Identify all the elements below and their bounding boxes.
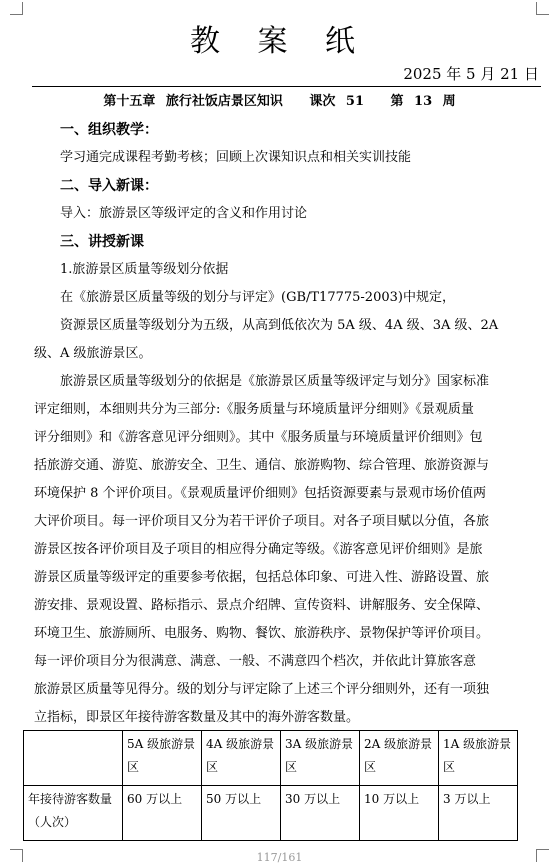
body-line: 环境卫生、旅游厕所、电服务、购物、餐饮、旅游秩序、景物保护等评价项目。 xyxy=(34,626,490,641)
body-line: 每一评价项目分为很满意、满意、一般、不满意四个档次，并依此计算旅客意 xyxy=(34,654,477,669)
table-cell: 3 万以上 xyxy=(439,786,518,841)
body-line: 游景区按各评价项目及子项目的相应得分确定等级。《游客意见评价细则》是旅 xyxy=(34,542,483,557)
body-line: 1.旅游景区质量等级划分依据 xyxy=(60,262,229,277)
table-header-cell: 2A 级旅游景区 xyxy=(360,731,439,786)
section-heading-2: 二、导入新课： xyxy=(60,178,158,194)
header-rule xyxy=(32,86,541,87)
body-line: 评分细则》和《游客意见评分细则》。其中《服务质量与环境质量评价细则》包 xyxy=(34,430,483,445)
body-line: 资源景区质量等级划分为五级，从高到低依次为 5A 级、4A 级、3A 级、2A xyxy=(60,318,499,333)
table-header-cell: 5A 级旅游景区 xyxy=(123,731,202,786)
table-header-cell: 4A 级旅游景区 xyxy=(202,731,281,786)
body-line: 在《旅游景区质量等级的划分与评定》(GB/T17775-2003)中规定， xyxy=(60,290,455,305)
body-line: 级、A 级旅游景区。 xyxy=(34,346,152,361)
crop-mark-top-right xyxy=(536,2,549,15)
page-title: 教 案 纸 xyxy=(189,24,370,59)
table-header-row xyxy=(24,731,518,786)
section-text-2: 导入：旅游景区等级评定的含义和作用讨论 xyxy=(60,206,308,221)
body-line: 评定细则，本细则共分为三部分:《服务质量与环境质量评分细则》《景观质量 xyxy=(34,402,474,417)
crop-mark-top-left xyxy=(10,2,23,15)
table-cell: 10 万以上 xyxy=(360,786,439,841)
visitor-count-table xyxy=(23,730,518,841)
table-cell: 30 万以上 xyxy=(281,786,360,841)
section-heading-3: 三、讲授新课 xyxy=(60,234,144,250)
table-cell: 60 万以上 xyxy=(123,786,202,841)
chapter-name: 第十五章 旅行社饭店景区知识 xyxy=(103,94,283,109)
section-heading-1: 一、组织教学： xyxy=(60,122,158,138)
table-cell: 50 万以上 xyxy=(202,786,281,841)
table-header-cell: 3A 级旅游景区 xyxy=(281,731,360,786)
table-header-cell xyxy=(24,731,123,786)
table-row-label: 年接待游客数量（人次） xyxy=(24,786,123,841)
body-line: 游安排、景观设置、路标指示、景点介绍牌、宣传资料、讲解服务、安全保障、 xyxy=(34,598,490,613)
page-number: 117/161 xyxy=(256,851,303,864)
date-line: 2025 年 5 月 21 日 xyxy=(403,65,539,83)
body-line: 括旅游交通、游览、旅游安全、卫生、通信、旅游购物、综合管理、旅游资源与 xyxy=(34,458,490,473)
lesson-number: 课次 51 xyxy=(309,94,364,109)
body-line: 旅游景区质量等级划分的依据是《旅游景区质量等级评定与划分》国家标准 xyxy=(60,374,490,389)
body-line: 立指标，即景区年接待游客数量及其中的海外游客数量。 xyxy=(34,710,360,725)
body-line: 大评价项目。每一评价项目又分为若干评价子项目。对各子项目赋以分值，各旅 xyxy=(34,514,490,529)
table-header-cell: 1A 级旅游景区 xyxy=(439,731,518,786)
section-text-1: 学习通完成课程考勤考核；回顾上次课知识点和相关实训技能 xyxy=(60,150,412,165)
table-row xyxy=(24,786,518,841)
body-line: 环境保护 8 个评价项目。《景观质量评价细则》包括资源要素与景观市场价值两 xyxy=(34,486,487,501)
body-line: 游景区质量等级评定的重要参考依据，包括总体印象、可进入性、游路设置、旅 xyxy=(34,570,490,585)
chapter-line xyxy=(0,92,559,112)
week-number: 第 13 周 xyxy=(390,94,456,109)
body-line: 旅游景区质量等见得分。级的划分与评定除了上述三个评分细则外，还有一项独 xyxy=(34,682,490,697)
